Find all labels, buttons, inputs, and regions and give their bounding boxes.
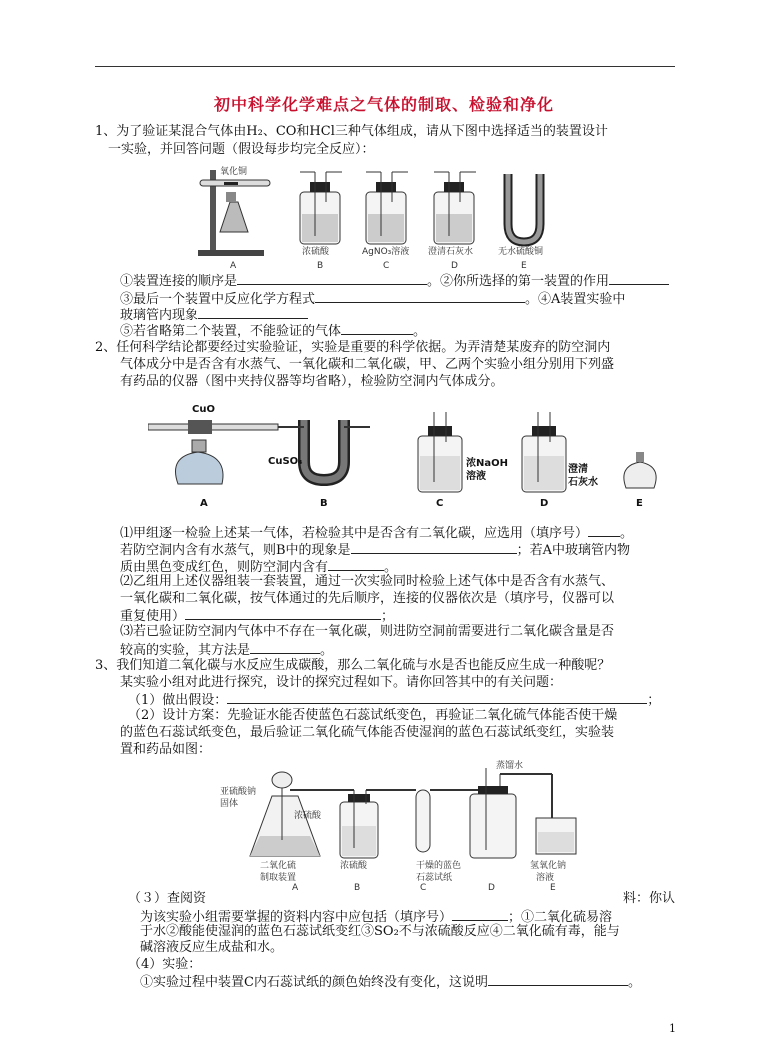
q2-sub-7: ⑶若已验证防空洞内气体中不存在一氧化碳，则进防空洞前需要进行二氧化碳含量是否 [120, 624, 615, 639]
q3-blank-materials[interactable] [452, 908, 508, 921]
q3-letter-b: B [354, 883, 361, 890]
page-number: 1 [669, 1022, 676, 1035]
q3-acid-label: 浓硫酸 [294, 811, 322, 821]
q3-letter-e: E [550, 883, 556, 890]
q1-answer-1 [120, 272, 669, 290]
q2-s8-text: 较高的实验，其方法是 [120, 643, 251, 658]
q3-e2-text: ①实验过程中装置C内石蕊试纸的颜色始终没有变化，这说明 [140, 975, 488, 990]
q2-letter-b: B [320, 498, 328, 509]
q3-apparatus-figure [220, 760, 590, 890]
q3-hypothesis [128, 691, 660, 709]
q1-cuo-label: 氧化铜 [220, 167, 248, 177]
q1-line-2: 一实验，并回答问题（假设每步均完全反应）： [108, 142, 375, 157]
q1-a2-text: ③最后一个装置中反应化学方程式 [120, 292, 316, 307]
q3-design-1: （2）设计方案：先验证水能否使蓝色石蕊试纸变色，再验证二氧化硫气体能否使干燥 [128, 708, 618, 723]
q3-line-2: 某实验小组对此进行探究，设计的探究过程如下。请你回答其中的有关问题： [120, 675, 563, 690]
q1-a2b-text: 。④A装置实验中 [525, 292, 626, 307]
q2-letter-c: C [436, 498, 444, 509]
q1-letter-a: A [230, 261, 237, 270]
header-rule [95, 66, 675, 67]
q2-naoh-label-2: 溶液 [466, 471, 486, 482]
q2-s1-text: ⑴甲组逐一检验上述某一气体，若检验其中是否含有二氧化碳，应选用（填序号） [120, 526, 589, 541]
q3-gen-label-2: 制取装置 [260, 873, 297, 883]
q1-a4-text: ⑤若省略第二个装置，不能验证的气体 [120, 324, 342, 339]
q3-left-label-1: 亚硫酸钠 [220, 787, 257, 797]
q1-a4-end: 。 [413, 324, 427, 339]
q1-a1-text: ①装置连接的顺序是 [120, 274, 238, 289]
q3-blank-hypothesis[interactable] [227, 691, 647, 704]
q1-label-d: 澄清石灰水 [428, 247, 474, 257]
q1-answer-4 [120, 322, 426, 340]
q2-s6-end: ； [381, 609, 395, 624]
q1-bottle-d [434, 172, 476, 244]
q3-b-label: 浓硫酸 [340, 861, 368, 871]
page-title: 初中科学化学难点之气体的制取、检验和净化 [213, 95, 554, 114]
q1-blank-first-device[interactable] [609, 272, 669, 285]
q1-blank-order[interactable] [237, 272, 427, 285]
q2-cuo-label: CuO [192, 404, 215, 415]
q3-letter-d: D [488, 883, 495, 890]
q1-blank-phenomenon[interactable] [198, 306, 308, 319]
q1-blank-gas[interactable] [341, 322, 413, 335]
q3-left-label-2: 固体 [220, 799, 239, 809]
q2-s2b-text: ；若A中玻璃管内物 [516, 543, 630, 558]
q2-s8-end: 。 [320, 643, 334, 658]
q1-apparatus-a [198, 165, 270, 256]
q1-a1b-text: 。②你所选择的第一装置的作用 [427, 274, 610, 289]
q1-a3-text: 玻璃管内现象 [120, 308, 199, 323]
q3-gen-label-1: 二氧化硫 [260, 861, 297, 871]
q2-s1-end: 。 [620, 526, 634, 541]
q2-line-1: 2、任何科学结论都要经过实验验证，实验是重要的科学依据。为弄清楚某废弃的防空洞内 [95, 340, 611, 355]
q1-label-c: AgNO₃溶液 [362, 247, 410, 257]
q3-e-label-2: 溶液 [536, 873, 555, 883]
q2-lime-label-2: 石灰水 [568, 477, 598, 488]
q2-blank-method[interactable] [250, 641, 320, 654]
q3-r2b-text: ；①二氧化硫易溶 [508, 910, 613, 925]
q2-line-3: 有药品的仪器（图中夹持仪器等均省略），检验防空洞内气体成分。 [120, 374, 504, 389]
q3-research-1b: 料：你认 [623, 891, 676, 906]
q2-blank-b-phenomenon[interactable] [351, 541, 517, 554]
q2-lime-label-1: 澄清 [568, 464, 588, 475]
q3-r2-text: 为该实验小组需要掌握的资料内容中应包括（填序号） [140, 910, 453, 925]
q3-paper-label-1: 干燥的蓝色 [416, 861, 462, 871]
q2-blank-contains[interactable] [328, 558, 384, 571]
q2-bottle-d [522, 412, 598, 492]
q3-h-end: ； [647, 693, 661, 708]
q2-letter-d: D [540, 498, 549, 509]
q2-s3-end: 。 [384, 560, 398, 575]
q2-s2-text: 若防空洞内含有水蒸气，则B中的现象是 [120, 543, 351, 558]
q2-sub-4: ⑵乙组用上述仪器组装一套装置，通过一次实验同时检验上述气体中是否含有水蒸气、 [120, 574, 615, 589]
q2-apparatus-a [148, 404, 278, 484]
q1-bottle-b [300, 172, 342, 244]
q2-blank-co2-device[interactable] [588, 524, 620, 537]
q1-label-e: 无水硫酸铜 [498, 247, 544, 257]
q3-paper-label-2: 石蕊试纸 [416, 873, 453, 883]
q3-research-4: 碱溶液反应生成盐和水。 [140, 940, 284, 955]
q2-bottle-c [418, 412, 508, 492]
q3-line-1: 3、我们知道二氧化碳与水反应生成碳酸，那么二氧化硫与水是否也能反应生成一种酸呢？ [95, 658, 611, 673]
q2-apparatus-figure [148, 396, 678, 512]
q3-e2-end: 。 [627, 975, 641, 990]
q2-letter-e: E [636, 498, 643, 509]
q3-bottle-b [330, 790, 416, 871]
q3-generator-a [220, 772, 330, 883]
q2-line-2: 气体成分中是否含有水蒸气、一氧化碳和二氧化碳，甲、乙两个实验小组分别用下列盛 [120, 357, 615, 372]
q1-label-b: 浓硫酸 [302, 247, 330, 257]
q2-sub-5: 一氧化碳和二氧化碳，按气体通过的先后顺序，连接的仪器依次是（填序号，仪器可以 [120, 591, 615, 606]
q2-sub-2 [120, 541, 630, 559]
q3-e-label-1: 氢氧化钠 [530, 861, 567, 871]
q3-experiment: （4）实验： [128, 957, 202, 972]
q2-sub-1 [120, 524, 633, 542]
q3-h-text: （1）做出假设： [128, 693, 228, 708]
q2-sub-6 [120, 607, 394, 625]
q2-s3-text: 质由黑色变成红色，则防空洞内含有 [120, 560, 329, 575]
q3-beaker-e [530, 774, 576, 883]
q2-cuso4-label: CuSO₄ [268, 456, 303, 467]
q2-letter-a: A [200, 498, 208, 509]
q2-naoh-label-1: 浓NaOH [466, 458, 508, 469]
q1-u-tube-e [508, 174, 540, 242]
q3-design-2: 的蓝色石蕊试纸变色，最后验证二氧化硫气体能否使湿润的蓝色石蕊试纸变红，实验装 [120, 725, 615, 740]
q3-letter-a: A [292, 883, 299, 890]
q2-blank-sequence[interactable] [185, 607, 381, 620]
q1-bottle-c [366, 172, 408, 244]
q1-letter-b: B [317, 261, 324, 270]
q2-s6-text: 重复使用） [120, 609, 186, 624]
q2-lamp-e [624, 452, 656, 488]
q3-experiment-1 [140, 973, 641, 991]
q2-u-tube-b [268, 420, 370, 480]
q3-design-3: 置和药品如图： [120, 742, 212, 757]
q2-sub-8 [120, 641, 333, 659]
q1-letter-c: C [383, 261, 390, 270]
q1-blank-equation[interactable] [315, 290, 525, 303]
q3-research-3: 于水②酸能使湿润的蓝色石蕊试纸变红③SO₂不与浓硫酸反应④二氧化硫有毒，能与 [140, 924, 620, 939]
q1-letter-d: D [451, 261, 458, 270]
q3-water-label: 蒸馏水 [496, 761, 524, 771]
q1-apparatus-figure [190, 162, 570, 270]
q1-letter-e: E [521, 261, 527, 270]
q3-letter-c: C [420, 883, 427, 890]
q3-blank-conclusion[interactable] [488, 973, 628, 986]
q1-line-1: 1、为了验证某混合气体由H₂、CO和HCl三种气体组成，请从下图中选择适当的装置设计 [95, 124, 608, 139]
q3-research-1a: （３）查阅资 [128, 891, 207, 906]
